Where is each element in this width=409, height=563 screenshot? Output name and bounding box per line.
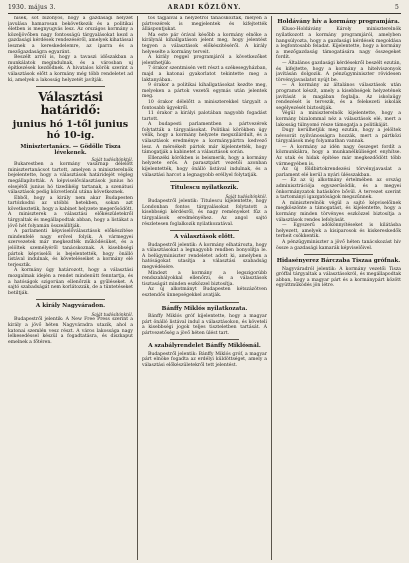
article-paragraph: A király reggel programjáról a következőket jelenthetjük:: [142, 55, 267, 66]
newspaper-title: ARADI KÖZLÖNY.: [167, 4, 242, 11]
byline: Saját tudósítónktól.: [225, 193, 267, 199]
article-paragraph: — Általános gazdasági kérdésekről beszélt ezután, és kifejtette, hogy a kormány a hitelviszonyok javításán dolgozik. A pénzügyminiszter rövidesen törvényjavaslatot nyújt be.: [276, 60, 401, 83]
page-number: 5: [394, 4, 399, 11]
headline-sub: junius hó 1-től junius hó 10-ig.: [12, 119, 129, 142]
section-heading: Titulescu nyilatkozik.: [170, 185, 239, 192]
article-paragraph: Végül a miniszterelnök kijelentette, hogy a kormány bizalommal néz a választások elé, mert a lakosság túlnyomó része támogatja a politikáját.: [276, 111, 401, 128]
columns: [8, 16, 403, 560]
article-paragraph: — Ez az új alkotmány értelmében az ország adminisztrációja egyszerűsödik, és a megyei önkormányzatok hatásköre bővül. A tervezet szerint a tartományi igazgatóságok megszűnnek.: [276, 178, 401, 201]
divider: [304, 254, 373, 255]
article-paragraph: A budapesti parlamentben a pártvezérek folytatták a tárgyalásokat. Politikai körökben úgy vélik, hogy a kormány helyzete megszilárdult, és a választások eredménye a kormánypártra kedvező lesz. A mérsékelt pártok már kijelentették, hogy támogatják a kabinetet a választások során.: [142, 122, 267, 156]
article-paragraph: Nagyváradról jelentik: A kormány vezetői Tisza gróffal tárgyaltak a választásokról, és megállapodtak abban, hogy a magyar párt és a kormánypárt között együttműködés jön létre.: [276, 266, 401, 289]
article-paragraph: tos tagjaival a helyzetről tanácskoztak, melyen a pártvezérek is megjelentek és kifejtették álláspontjukat.: [142, 16, 267, 33]
article-paragraph: hisek, sőt bizonyos, hogy a gazdasági helyzet javulása hamarosan bekövetkezik és a politikai életben is megnyugvás lesz. Az országos kormány a közeljövőben nagy fontosságú tárgyalásokat kezd a gazdasági kérdések rendezéséről, amelyek kihatással lesznek a kereskedelemre, az iparra és a mezőgazdaságra egyaránt.: [8, 16, 133, 55]
article-paragraph: — A kormány az általános választások után programot készít, amely a kisebbségek helyzetének javítását is magában foglalja. Az iskolaügy rendezését is tervezik, és a felekezeti iskolák segélyezését biztosítják.: [276, 83, 401, 111]
article-paragraph: Dugy kerülhetjük meg ezután, hogy a jelöltek névsorát nyilvánosságra hozzák, mert a pártközi tárgyalások még folyamatban vannak.: [276, 128, 401, 145]
column-divider: [271, 16, 272, 560]
section-heading: A szabályrendelet Bánffy Miklósnál.: [148, 343, 261, 350]
article-paragraph: A pénzügyminiszter a jövő héten tanácskozást hív össze a gazdasági kamarák képviselőivel.: [276, 239, 401, 251]
article-paragraph: Ma este pár órával később a kormány elnöke a királynál kihallgatáson jelent meg, hogy jelentést tegyen a választások előkészítéséről. A király helyeselte a kormány terveit.: [142, 32, 267, 55]
divider: [170, 181, 239, 182]
article-paragraph: A parlamenti képviselőválasztások előkészítése mindenfelé nagy erővel folyik. A vármegyei szervezetek már megkezdték működésüket, és a jelöltek személyéről tanácskoznak. A kisebbségi pártok képviselői is bejelentették, hogy önálló listával indulnak, és követeléseiket a kormány elé terjesztik.: [8, 229, 133, 268]
column-divider: [137, 16, 138, 560]
article-paragraph: Budapestről jelentik: Titulescu kijelentette, hogy Londonban fontos tárgyalásokat folytatott a kisebbségi kérdésről, és nagy reményeket fűz a tárgyalások eredményéhez. Az angol sajtó részletesen foglalkozik nyilatkozatával.: [142, 199, 267, 227]
headline-detail: Minisztertanács. — Gödölle Tisza lévekenek.: [20, 144, 121, 157]
article-paragraph: 7 órakor szentmisén vett részt a székesegyházban, majd a katonai gyakorlatot tekintette meg a laktanyában.: [142, 66, 267, 83]
article-paragraph: 10 órakor délelőtt a miniszterekkel tárgyalt a fontosabb ügyekről.: [142, 99, 267, 111]
article-paragraph: Kluso-Holdávány Károly miniszterelnök nyilatkozott a kormány programjáról, amelyben hangsúlyozta, hogy a gazdasági kérdések megoldása a legfontosabb feladat. Kijelentette, hogy a kormány a mezőgazdaság támogatására nagy összegeket fordít.: [276, 27, 401, 61]
section-heading: Bánffy Miklós nyilatkozata.: [161, 305, 248, 312]
article-paragraph: Az új földbirtokrendezési törvényjavaslat a parlament elé kerül a nyári ülésszakban.: [276, 167, 401, 178]
article-paragraph: 9 órakor a politikai kihallgatásokat kezdte meg, melyeken a pártok vezetői egymás után jelentek meg.: [142, 83, 267, 100]
headline-main: Választási határidő:: [38, 90, 103, 118]
section-heading: A király Nagyváradon.: [35, 303, 106, 310]
article-paragraph: — Egyszerű adókönnyítéseket is kilátásba helyezett, amelyek a kisiparosok és kiskereskedők terheit csökkentik.: [276, 223, 401, 240]
section-heading: A választások előtt.: [174, 234, 235, 241]
column-3: [276, 16, 401, 560]
article-paragraph: 11 órakor a királyi palotában nagyobb fogadást tartott.: [142, 111, 267, 122]
article-paragraph: Ellenzéki körökben is beismerik, hogy a kormány helyzete erős. A parasztpárt vezetői azonban kijelentették, hogy önálló listával indulnak, és a választási harcot a legnagyobb eréllyel folytatják.: [142, 155, 267, 178]
article-paragraph: Mindezt a kormány a legszigorúbb rendszabályokkal ellenőrzi, és a választások tisztaságát minden eszközzel biztosítja.: [142, 270, 267, 287]
column-1: [8, 16, 133, 560]
article-paragraph: A miniszterelnök végül a sajtó képviselőinek megköszönte a támogatást, és kijelentette, hogy a kormány minden törvényes eszközzel biztosítja a választások rendes lefolyását.: [276, 200, 401, 223]
section-heading: Hidasényerez Bárczaba Tiszaa grófnak.: [276, 258, 401, 265]
divider: [170, 339, 239, 340]
article-paragraph: — A kormány az idén nagy összeget fordít a közmunkákra, hogy a munkanélküliséget enyhítse. Az utak és hidak építése már megkezdődött több vármegyében is.: [276, 144, 401, 167]
divider: [170, 230, 239, 231]
article-paragraph: Budapestről jelentik: Bánffy Miklós gróf, a magyar párt elnöke fogadta az erdélyi küldöttséget, amely a választási előkészületekről tett jelentést.: [142, 351, 267, 368]
article-paragraph: Bánffy Miklós gróf kijelentette, hogy a magyar párt önálló listával indul a választásokon, és követeli a kisebbségi jogok teljes tiszteletben tartását. A pártvezetőség a jövő héten ülést tart.: [142, 313, 267, 336]
byline: Saját tudósítónktól.: [91, 311, 133, 317]
column-2: [142, 16, 267, 560]
byline: Saját tudósítónktól.: [91, 156, 133, 162]
section-heading: Holdávány hív a kormány programjára.: [277, 19, 400, 25]
divider: [170, 302, 239, 303]
article-paragraph: Budapestről jelentik: A kormány elhatározta, hogy a választásokat a legnagyobb rendben bonyolítja le. A belügyminiszter rendeletet adott ki, amelyben a hatóságokat utasítja a választási szabadság megvédésére.: [142, 242, 267, 270]
article-paragraph: Budapestről jelentik: A New Free Press szerint a király a jövő héten Nagyváradra utazik, ahol a katonai szemlén vesz részt. A város lakossága nagy lelkesedéssel készül a fogadtatásra, és díszkaput emelnek a főtéren.: [8, 317, 133, 345]
article-paragraph: Beszélt arról is, hogy a tavaszi időszakban a munkálatok megindulnak, és a városban uj építkezések kezdődnek. A hivatalos körök szerint a választások előtt a kormány még több rendeletet ad ki, amelyek a lakosság helyzetét javítják.: [8, 55, 133, 83]
article-paragraph: Az új alkotmányt Budapesten kétszázötven esztendős ünnepségekkel avatják.: [142, 287, 267, 298]
article-paragraph: Bukarestben a kormány vasárnap délelőtt minisztertanácsot tartott, amelyen a miniszterelnök bejelentette, hogy a választások határidejét végleg megállapították. A képviselőválasztások junius hó elsejétől junius hó tizedikéig tartanak, a szenátusi választások pedig közvetlenül utána következnek.: [8, 162, 133, 196]
page-header: [8, 3, 401, 14]
issue-date: 1930. május 3.: [8, 4, 56, 11]
article-paragraph: Ebből, hogy a király nem akar Budapesten tartózkodni az utóbbi hetekben, sokan azt következtetik, hogy a kabinet helyzete megerősödött. A miniszterek a választási előkészületekről tárgyaltak és megállapodtak abban, hogy a listákat a jövő hét folyamán összeállítják.: [8, 195, 133, 229]
divider: [36, 299, 105, 300]
divider: [36, 86, 105, 87]
article-paragraph: A kormány úgy határozott, hogy a választási mozgalmak idején a rendet mindenütt fenntartja, és a hatóságok szigorúan ellenőrzik a gyűléseket. A sajtó szabadságát nem korlátozzák, de a tüntetéseket betiltják.: [8, 268, 133, 296]
